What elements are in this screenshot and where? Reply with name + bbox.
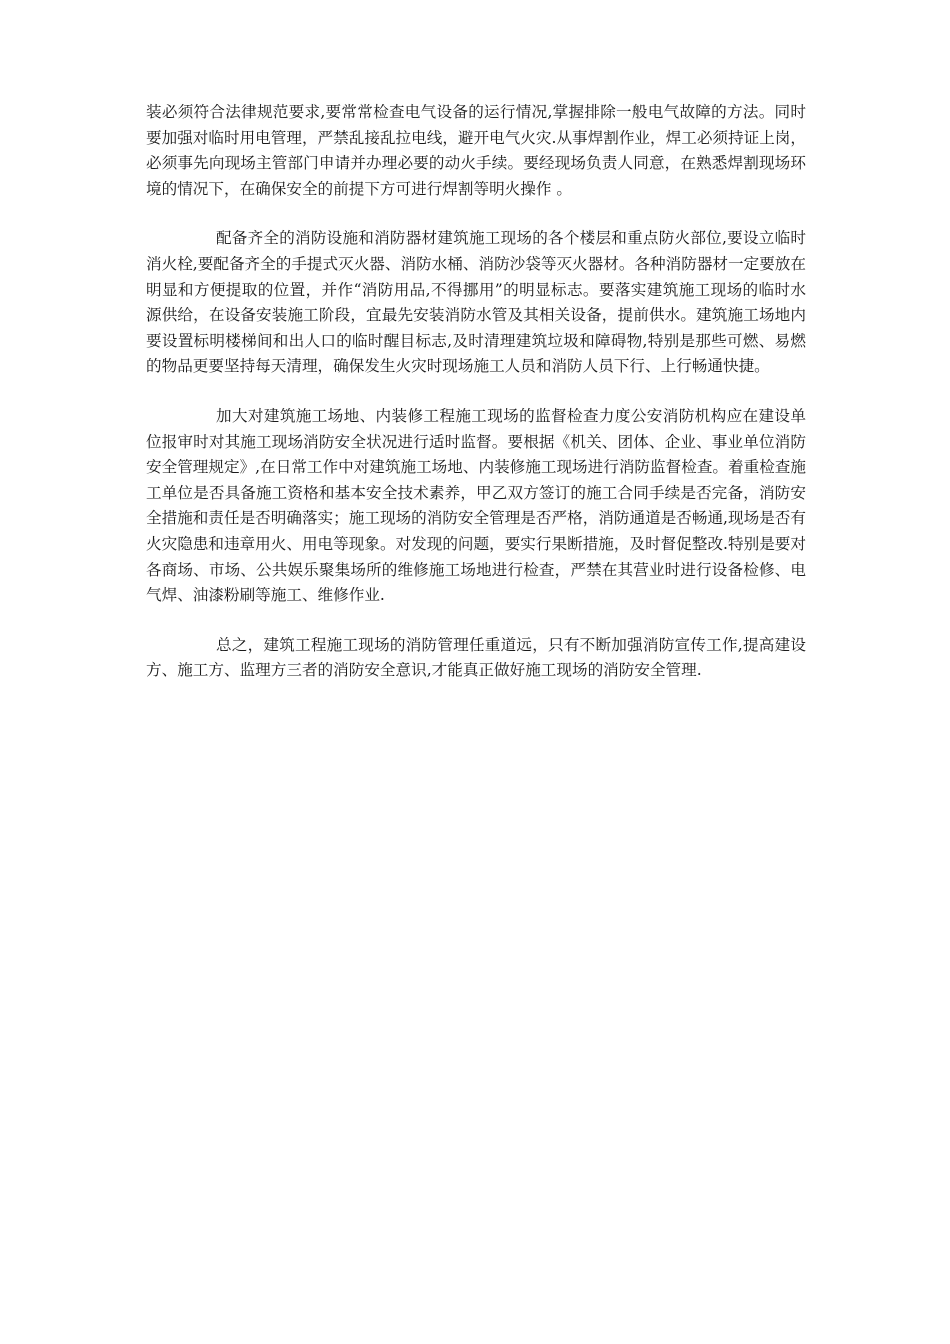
paragraph-conclusion: 总之，建筑工程施工现场的消防管理任重道远，只有不断加强消防宣传工作,提高建设方、施工方、监理方三者的消防安全意识,才能真正做好施工现场的消防安全管理. (146, 635, 806, 680)
paragraph-electrical-welding: 装必须符合法律规范要求,要常常检查电气设备的运行情况,掌握排除一般电气故障的方法。同时要加强对临时用电管理，严禁乱接乱拉电线，避开电气火灾.从事焊割作业，焊工必须持证上岗，必须事先向现场主管部门申请并办理必要的动火手续。要经现场负责人同意，在熟悉焊割现场环境的情况下，在确保安全的前提下方可进行焊割等明火操作 。 (146, 103, 806, 198)
paragraph-fire-equipment: 配备齐全的消防设施和消防器材建筑施工现场的各个楼层和重点防火部位,要设立临时消火栓,要配备齐全的手提式灭火器、消防水桶、消防沙袋等灭火器材。各种消防器材一定要放在明显和方便提取的位置，并作“消防用品,不得挪用”的明显标志。要落实建筑施工现场的临时水源供给，在设备安装施工阶段，宜最先安装消防水管及其相关设备，提前供水。建筑施工场地内要设置标明楼梯间和出人口的临时醒目标志,及时清理建筑垃圾和障碍物,特别是那些可燃、易燃的物品更要坚持每天清理，确保发生火灾时现场施工人员和消防人员下行、上行畅通快捷。 (146, 229, 806, 376)
paragraph-supervision: 加大对建筑施工场地、内装修工程施工现场的监督检查力度公安消防机构应在建设单位报审时对其施工现场消防安全状况进行适时监督。要根据《机关、团体、企业、事业单位消防安全管理规定》,在日常工作中对建筑施工场地、内装修施工现场进行消防监督检查。着重检查施工单位是否具备施工资格和基本安全技术素养，甲乙双方签订的施工合同手续是否完备，消防安全措施和责任是否明确落实；施工现场的消防安全管理是否严格，消防通道是否畅通,现场是否有火灾隐患和违章用火、用电等现象。对发现的问题，要实行果断措施，及时督促整改.特别是要对各商场、市场、公共娱乐聚集场所的维修施工场地进行检查，严禁在其营业时进行设备检修、电气焊、油漆粉刷等施工、维修作业. (146, 406, 806, 605)
document-body (146, 100, 806, 708)
